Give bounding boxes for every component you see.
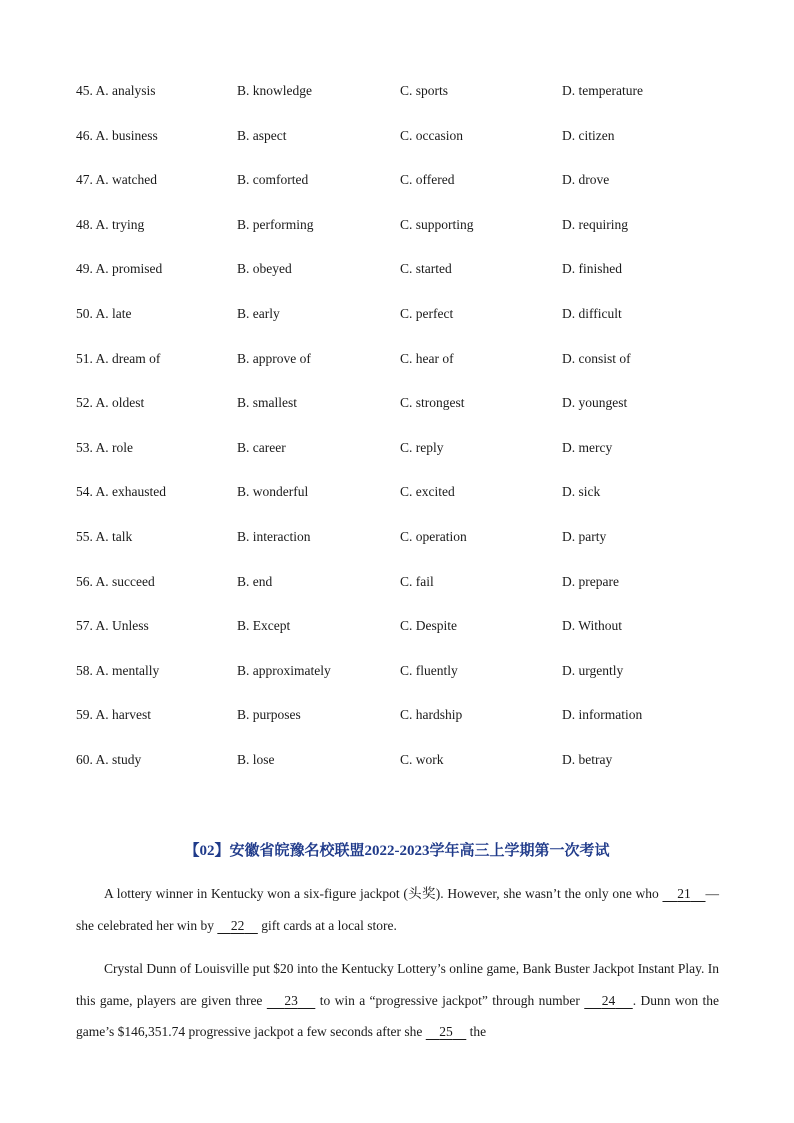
option-d: D. drove xyxy=(562,172,610,188)
option-c: C. perfect xyxy=(400,305,454,321)
option-a: 52. A. oldest xyxy=(76,395,145,411)
option-d: D. mercy xyxy=(562,439,613,455)
option-b: B. obeyed xyxy=(237,261,292,277)
option-c: C. sports xyxy=(400,83,449,98)
blank-22: 22 xyxy=(230,917,245,933)
option-c: C. started xyxy=(400,261,452,277)
option-row xyxy=(76,260,756,305)
blank-25: 25 xyxy=(439,1024,453,1039)
option-b: B. Except xyxy=(237,618,291,634)
option-d: D. Without xyxy=(562,618,622,634)
option-row xyxy=(76,82,756,127)
option-a: 46. A. business xyxy=(76,127,158,143)
option-b: B. knowledge xyxy=(237,83,312,98)
option-d: D. requiring xyxy=(562,216,628,232)
option-row xyxy=(76,528,756,573)
option-d: D. party xyxy=(562,528,607,544)
option-c: C. offered xyxy=(400,172,455,188)
option-d: D. difficult xyxy=(562,305,622,321)
blank-24: 24 xyxy=(601,992,616,1008)
option-d: D. betray xyxy=(562,751,613,767)
option-a: 50. A. late xyxy=(76,305,132,321)
option-b: B. career xyxy=(237,439,286,455)
option-a: 51. A. dream of xyxy=(76,350,161,366)
option-c: C. operation xyxy=(400,528,467,544)
option-d: D. sick xyxy=(562,484,601,500)
option-a: 58. A. mentally xyxy=(76,662,160,678)
passage-text: gift cards at a local store. xyxy=(257,917,397,933)
blank-21: 21 xyxy=(677,886,691,901)
option-c: C. supporting xyxy=(400,216,474,232)
option-b: B. performing xyxy=(237,216,314,232)
passage-text: Crystal Dunn of Louisville put $20 into the Kentucky Lottery’s online game, Bank Buster Jackpot Instant Play. In this game, players are given three xyxy=(76,961,719,1008)
passage-paragraph-2 xyxy=(76,953,719,1048)
option-row xyxy=(76,216,756,261)
passage-paragraph-1 xyxy=(76,878,719,941)
option-row xyxy=(76,617,756,662)
option-a: 49. A. promised xyxy=(76,261,163,277)
option-a: 55. A. talk xyxy=(76,528,133,544)
option-d: D. prepare xyxy=(562,573,619,589)
option-row xyxy=(76,394,756,439)
option-b: B. early xyxy=(237,305,280,321)
option-row xyxy=(76,706,756,751)
option-row xyxy=(76,305,756,350)
option-c: C. excited xyxy=(400,484,455,500)
option-d: D. temperature xyxy=(562,83,643,98)
option-d: D. youngest xyxy=(562,395,628,411)
option-row xyxy=(76,127,756,172)
option-a: 45. A. analysis xyxy=(76,83,156,98)
option-row xyxy=(76,350,756,395)
option-c: C. hardship xyxy=(400,707,463,723)
option-b: B. comforted xyxy=(237,172,309,188)
option-d: D. citizen xyxy=(562,127,615,143)
option-b: B. end xyxy=(237,573,273,589)
option-d: D. consist of xyxy=(562,350,631,366)
option-row xyxy=(76,483,756,528)
option-a: 56. A. succeed xyxy=(76,573,155,589)
option-row xyxy=(76,662,756,707)
option-c: C. fluently xyxy=(400,662,458,678)
section-heading: 【02】安徽省皖豫名校联盟2022-2023学年高三上学期第一次考试 xyxy=(184,843,610,859)
passage-text: . Dunn won the game’s $146,351.74 progressive jackpot a few seconds after she xyxy=(76,992,719,1039)
option-c: C. hear of xyxy=(400,350,454,366)
option-d: D. finished xyxy=(562,261,622,277)
option-c: C. Despite xyxy=(400,618,457,634)
options-list xyxy=(76,82,756,796)
option-b: B. purposes xyxy=(237,707,301,723)
option-row xyxy=(76,439,756,484)
passage-text: A lottery winner in Kentucky won a six-figure jackpot (头奖). However, she wasn’t the only one who xyxy=(104,886,663,901)
option-b: B. aspect xyxy=(237,127,287,143)
passage-text: —she celebrated her win by xyxy=(76,886,720,933)
option-c: C. reply xyxy=(400,439,444,455)
option-c: C. occasion xyxy=(400,127,463,143)
option-a: 53. A. role xyxy=(76,439,133,455)
option-c: C. strongest xyxy=(400,395,465,411)
option-row xyxy=(76,751,756,796)
option-b: B. smallest xyxy=(237,395,297,411)
option-a: 59. A. harvest xyxy=(76,707,151,723)
option-b: B. approve of xyxy=(237,350,311,366)
option-b: B. lose xyxy=(237,751,275,767)
option-a: 60. A. study xyxy=(76,751,142,767)
option-a: 54. A. exhausted xyxy=(76,484,166,500)
option-b: B. wonderful xyxy=(237,484,309,500)
passage-text: to win a “progressive jackpot” through number xyxy=(315,992,585,1008)
option-d: D. information xyxy=(562,707,643,723)
option-row xyxy=(76,171,756,216)
option-a: 47. A. watched xyxy=(76,172,157,188)
blank-23: 23 xyxy=(284,992,298,1008)
option-a: 57. A. Unless xyxy=(76,618,149,634)
option-a: 48. A. trying xyxy=(76,216,145,232)
option-row xyxy=(76,573,756,618)
passage-text: the xyxy=(466,1024,487,1039)
option-b: B. approximately xyxy=(237,662,331,678)
option-b: B. interaction xyxy=(237,528,311,544)
option-c: C. work xyxy=(400,751,444,767)
option-c: C. fail xyxy=(400,573,434,589)
option-d: D. urgently xyxy=(562,662,624,678)
